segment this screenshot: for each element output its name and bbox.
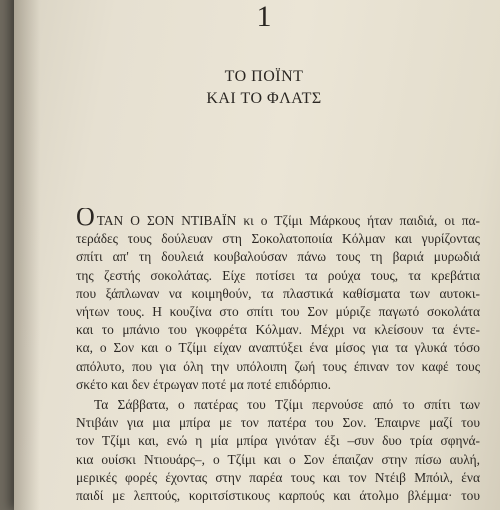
chapter-title-line: ΤΟ ΠΟΪΝΤ xyxy=(224,68,304,85)
text-line: νήτων τους. Η κουζίνα στο σπίτι του Σον μύριζε παγωτό σοκολάτα xyxy=(76,304,480,320)
text-line: σπίτι απ' τη δουλειά κουβαλούσαν πάνω τους τη βαριά μυρωδιά xyxy=(76,249,480,265)
text-line: απόλυτο, που για όλη την υπόλοιπη ζωή τους έπιναν τον καφέ τους xyxy=(76,358,480,374)
text-line: κα, ο Σον και ο Τζίμι είχαν αναπτύξει ένα μίσος για τα γλυκά τόσο xyxy=(76,340,480,356)
text-line: της ζεστής σοκολάτας. Είχε ποτίσει τα ρούχα τους, τα κρεβάτια xyxy=(76,267,480,283)
chapter-title-line: ΚΑΙ ΤΟ ΦΛΑΤΣ xyxy=(206,90,322,107)
text-line: τεράδες τους δούλευαν στη Σοκολατοποιία Κόλμαν και γυρίζοντας xyxy=(76,231,480,247)
text-line: και το μπάνιο του γκοφρέτα Κόλμαν. Μέχρι να κλείσουν τα έντε- xyxy=(76,322,480,338)
text-line: μερικές φορές έχοντας στην παρέα τους και τον Ντέιβ Μπόιλ, ένα xyxy=(76,469,480,485)
chapter-number: 1 xyxy=(256,0,272,33)
chapter-title xyxy=(14,66,500,110)
text-line: τον Τζίμι και, ενώ η μία μπίρα γινόταν έξι –συν δυο τρία σφηνά- xyxy=(76,433,480,449)
text-line: Ντιβάιν για μια μπίρα με τον πατέρα του Σον. Έπαιρνε μαζί του xyxy=(76,415,480,431)
text-line xyxy=(76,208,480,230)
book-page xyxy=(14,0,500,510)
text-line: παιδί με λεπτούς, κοριτσίστικους καρπούς και άτολμο βλέμμα· του xyxy=(76,488,480,504)
drop-cap: Ο xyxy=(76,208,95,231)
text-line: Τα Σάββατα, ο πατέρας του Τζίμι περνούσε από το σπίτι των xyxy=(94,397,480,413)
text-line: που ξάπλωναν να κοιμηθούν, τα πλαστικά καθίσματα των αυτοκι- xyxy=(76,285,480,301)
body-text xyxy=(76,208,480,505)
text-line: σκέτο και δεν έτρωγαν ποτέ μα ποτέ επιδόρπιο. xyxy=(76,376,332,392)
text-line: κια ουίσκι Ντιουάρς–, ο Τζίμι και ο Σον έπαιζαν στην πίσω αυλή, xyxy=(76,451,480,467)
text-line-rest: ΤΑΝ Ο ΣΟΝ ΝΤΙΒΑΪΝ κι ο Τζίμι Μάρκους ήταν παιδιά, οι πα- xyxy=(96,213,480,228)
